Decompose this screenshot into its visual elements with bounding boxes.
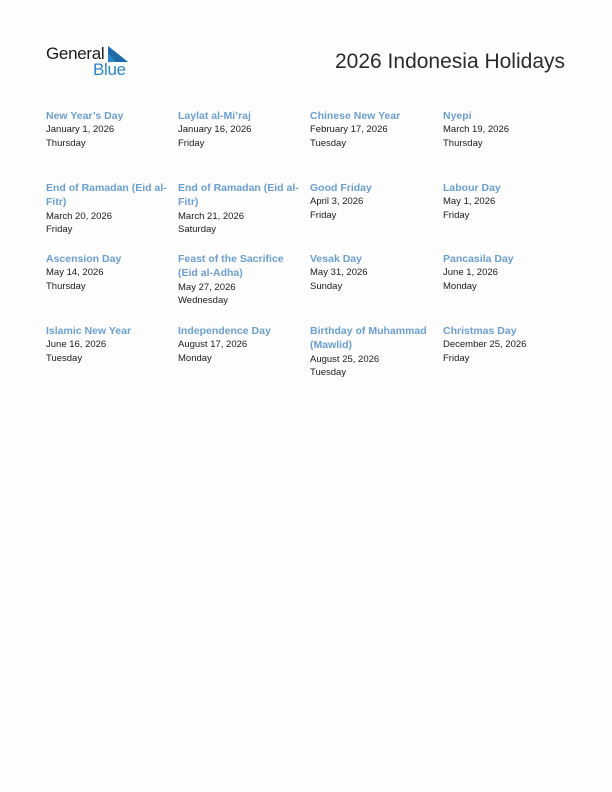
holiday-item [46,181,170,237]
holiday-name: Christmas Day [443,325,517,337]
page-title: 2026 Indonesia Holidays [335,50,565,73]
holiday-name: Pancasila Day [443,253,514,265]
holiday-name: Islamic New Year [46,325,132,337]
holiday-name: End of Ramadan (Eid al-Fitr) [46,182,167,209]
holiday-date: May 1, 2026 [443,196,496,208]
holiday-weekday: Tuesday [310,138,347,149]
logo-word-general: General [46,44,105,63]
holiday-name: End of Ramadan (Eid al-Fitr) [178,182,299,209]
holiday-item [443,324,567,366]
holiday-weekday: Monday [178,353,212,364]
holiday-weekday: Monday [443,281,477,292]
holiday-date: August 25, 2026 [310,353,380,365]
generalblue-logo [46,44,136,80]
holiday-name: Labour Day [443,182,501,194]
holiday-date: December 25, 2026 [443,339,527,351]
holiday-weekday: Thursday [443,138,483,149]
holiday-date: March 21, 2026 [178,210,245,222]
holiday-name: Good Friday [310,182,372,194]
holiday-item [46,324,170,366]
holiday-item [46,109,170,151]
holiday-name: Vesak Day [310,253,362,265]
holiday-date: June 16, 2026 [46,339,107,351]
holiday-item [443,181,567,223]
holiday-date: June 1, 2026 [443,267,498,279]
holiday-name: Feast of the Sacrifice (Eid al-Adha) [178,253,284,280]
holiday-name: Nyepi [443,110,472,122]
holiday-date: May 31, 2026 [310,267,368,279]
holiday-item [46,252,170,294]
holiday-name: Ascension Day [46,253,122,265]
holiday-weekday: Friday [443,353,470,364]
holiday-weekday: Friday [310,210,337,221]
holiday-weekday: Tuesday [310,367,347,379]
holiday-item [443,252,567,294]
logo-word-blue: Blue [93,60,126,79]
holiday-weekday: Sunday [310,281,343,292]
holiday-weekday: Saturday [178,224,217,236]
holiday-weekday: Tuesday [46,353,83,364]
holiday-weekday: Friday [443,210,470,221]
holiday-weekday: Thursday [46,281,86,292]
holiday-item [178,109,302,151]
holiday-weekday: Wednesday [178,295,228,307]
holiday-item [178,324,302,366]
holiday-item [310,109,434,151]
holiday-date: August 17, 2026 [178,339,248,351]
holiday-weekday: Thursday [46,138,86,149]
holiday-name: Birthday of Muhammad (Mawlid) [310,325,427,352]
holiday-name: Independence Day [178,325,271,337]
holiday-item [178,252,302,308]
holiday-date: January 1, 2026 [46,124,115,136]
holiday-date: April 3, 2026 [310,196,364,208]
holiday-name: Laylat al-Mi’raj [178,110,251,122]
holiday-weekday: Friday [46,224,73,236]
holiday-name: New Year’s Day [46,110,124,122]
holiday-date: May 27, 2026 [178,281,236,293]
holiday-date: February 17, 2026 [310,124,388,136]
holiday-weekday: Friday [178,138,205,149]
holiday-item [310,324,434,380]
holiday-item [310,181,434,223]
holiday-date: March 19, 2026 [443,124,510,136]
holiday-name: Chinese New Year [310,110,401,122]
holiday-date: March 20, 2026 [46,210,113,222]
holiday-date: May 14, 2026 [46,267,104,279]
holiday-date: January 16, 2026 [178,124,252,136]
holiday-item [443,109,567,151]
holiday-item [310,252,434,294]
holiday-item [178,181,302,237]
